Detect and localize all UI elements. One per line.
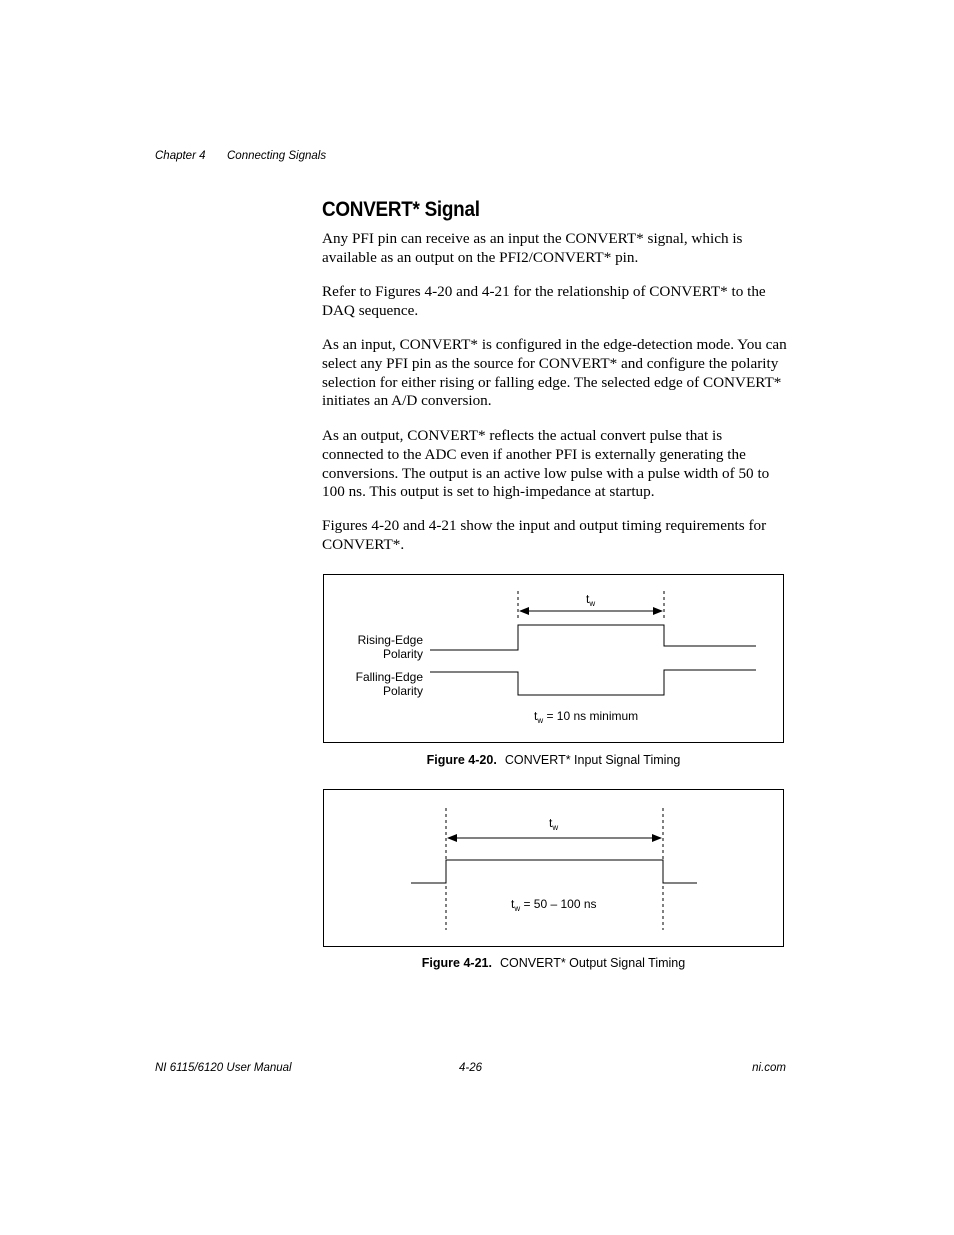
tw-label: $t_w$ (549, 816, 559, 832)
paragraph-5: Figures 4-20 and 4-21 show the input and output timing requirements for CONVERT*. (322, 517, 767, 553)
footer-manual-title: NI 6115/6120 User Manual (155, 1062, 292, 1074)
page-header (155, 150, 327, 162)
output-pulse-waveform (411, 860, 697, 883)
rising-edge-waveform (430, 625, 756, 650)
falling-edge-waveform (430, 670, 756, 695)
footer-website: ni.com (752, 1062, 786, 1074)
tw-range-label: $t_w = 50 - 100$ ns (511, 897, 597, 913)
figure-4-20-caption (323, 753, 784, 767)
figure-4-21-diagram (323, 789, 784, 947)
tw-minimum-label: $t_w = 10$ ns minimum (534, 709, 639, 725)
paragraph-2: Refer to Figures 4-20 and 4-21 for the relationship of CONVERT* to the DAQ sequence. (322, 283, 766, 319)
figure-4-21-number: Figure 4-21. (421, 956, 492, 970)
figure-4-20-number: Figure 4-20. (426, 753, 497, 767)
falling-label-line1: Falling-Edge (355, 670, 423, 684)
paragraph-3: As an input, CONVERT* is configured in the edge-detection mode. You can select any PFI pin as the source for CONVERT* and configure the polarity selection for either rising or falling edge. The selected edge of CONVERT* initiates an A/D conversion. (322, 336, 787, 410)
tw-label: $t_w$ (586, 592, 596, 608)
input-timing-svg (324, 575, 785, 744)
paragraph-4: As an output, CONVERT* reflects the actual convert pulse that is connected to the ADC even if another PFI is externally generating the conversions. The output is an active low pulse with a pulse width of 50 to 100 ns. This output is set to high-impedance at startup. (322, 427, 770, 501)
output-timing-svg (324, 790, 785, 948)
figure-4-20-title: CONVERT* Input Signal Timing (504, 753, 681, 767)
section-title: CONVERT* Signal (322, 198, 480, 221)
footer-page-number: 4-26 (459, 1062, 483, 1074)
rising-label-line2: Polarity (382, 647, 423, 661)
chapter-number: Chapter 4 (155, 150, 206, 162)
rising-label-line1: Rising-Edge (357, 633, 423, 647)
falling-label-line2: Polarity (382, 684, 423, 698)
figure-4-21-caption (323, 956, 784, 970)
figure-4-20-diagram (323, 574, 784, 743)
paragraph-1: Any PFI pin can receive as an input the CONVERT* signal, which is available as an output on the PFI2/CONVERT* pin. (322, 230, 743, 266)
chapter-title: Connecting Signals (227, 150, 327, 162)
figure-4-21-title: CONVERT* Output Signal Timing (499, 956, 686, 970)
